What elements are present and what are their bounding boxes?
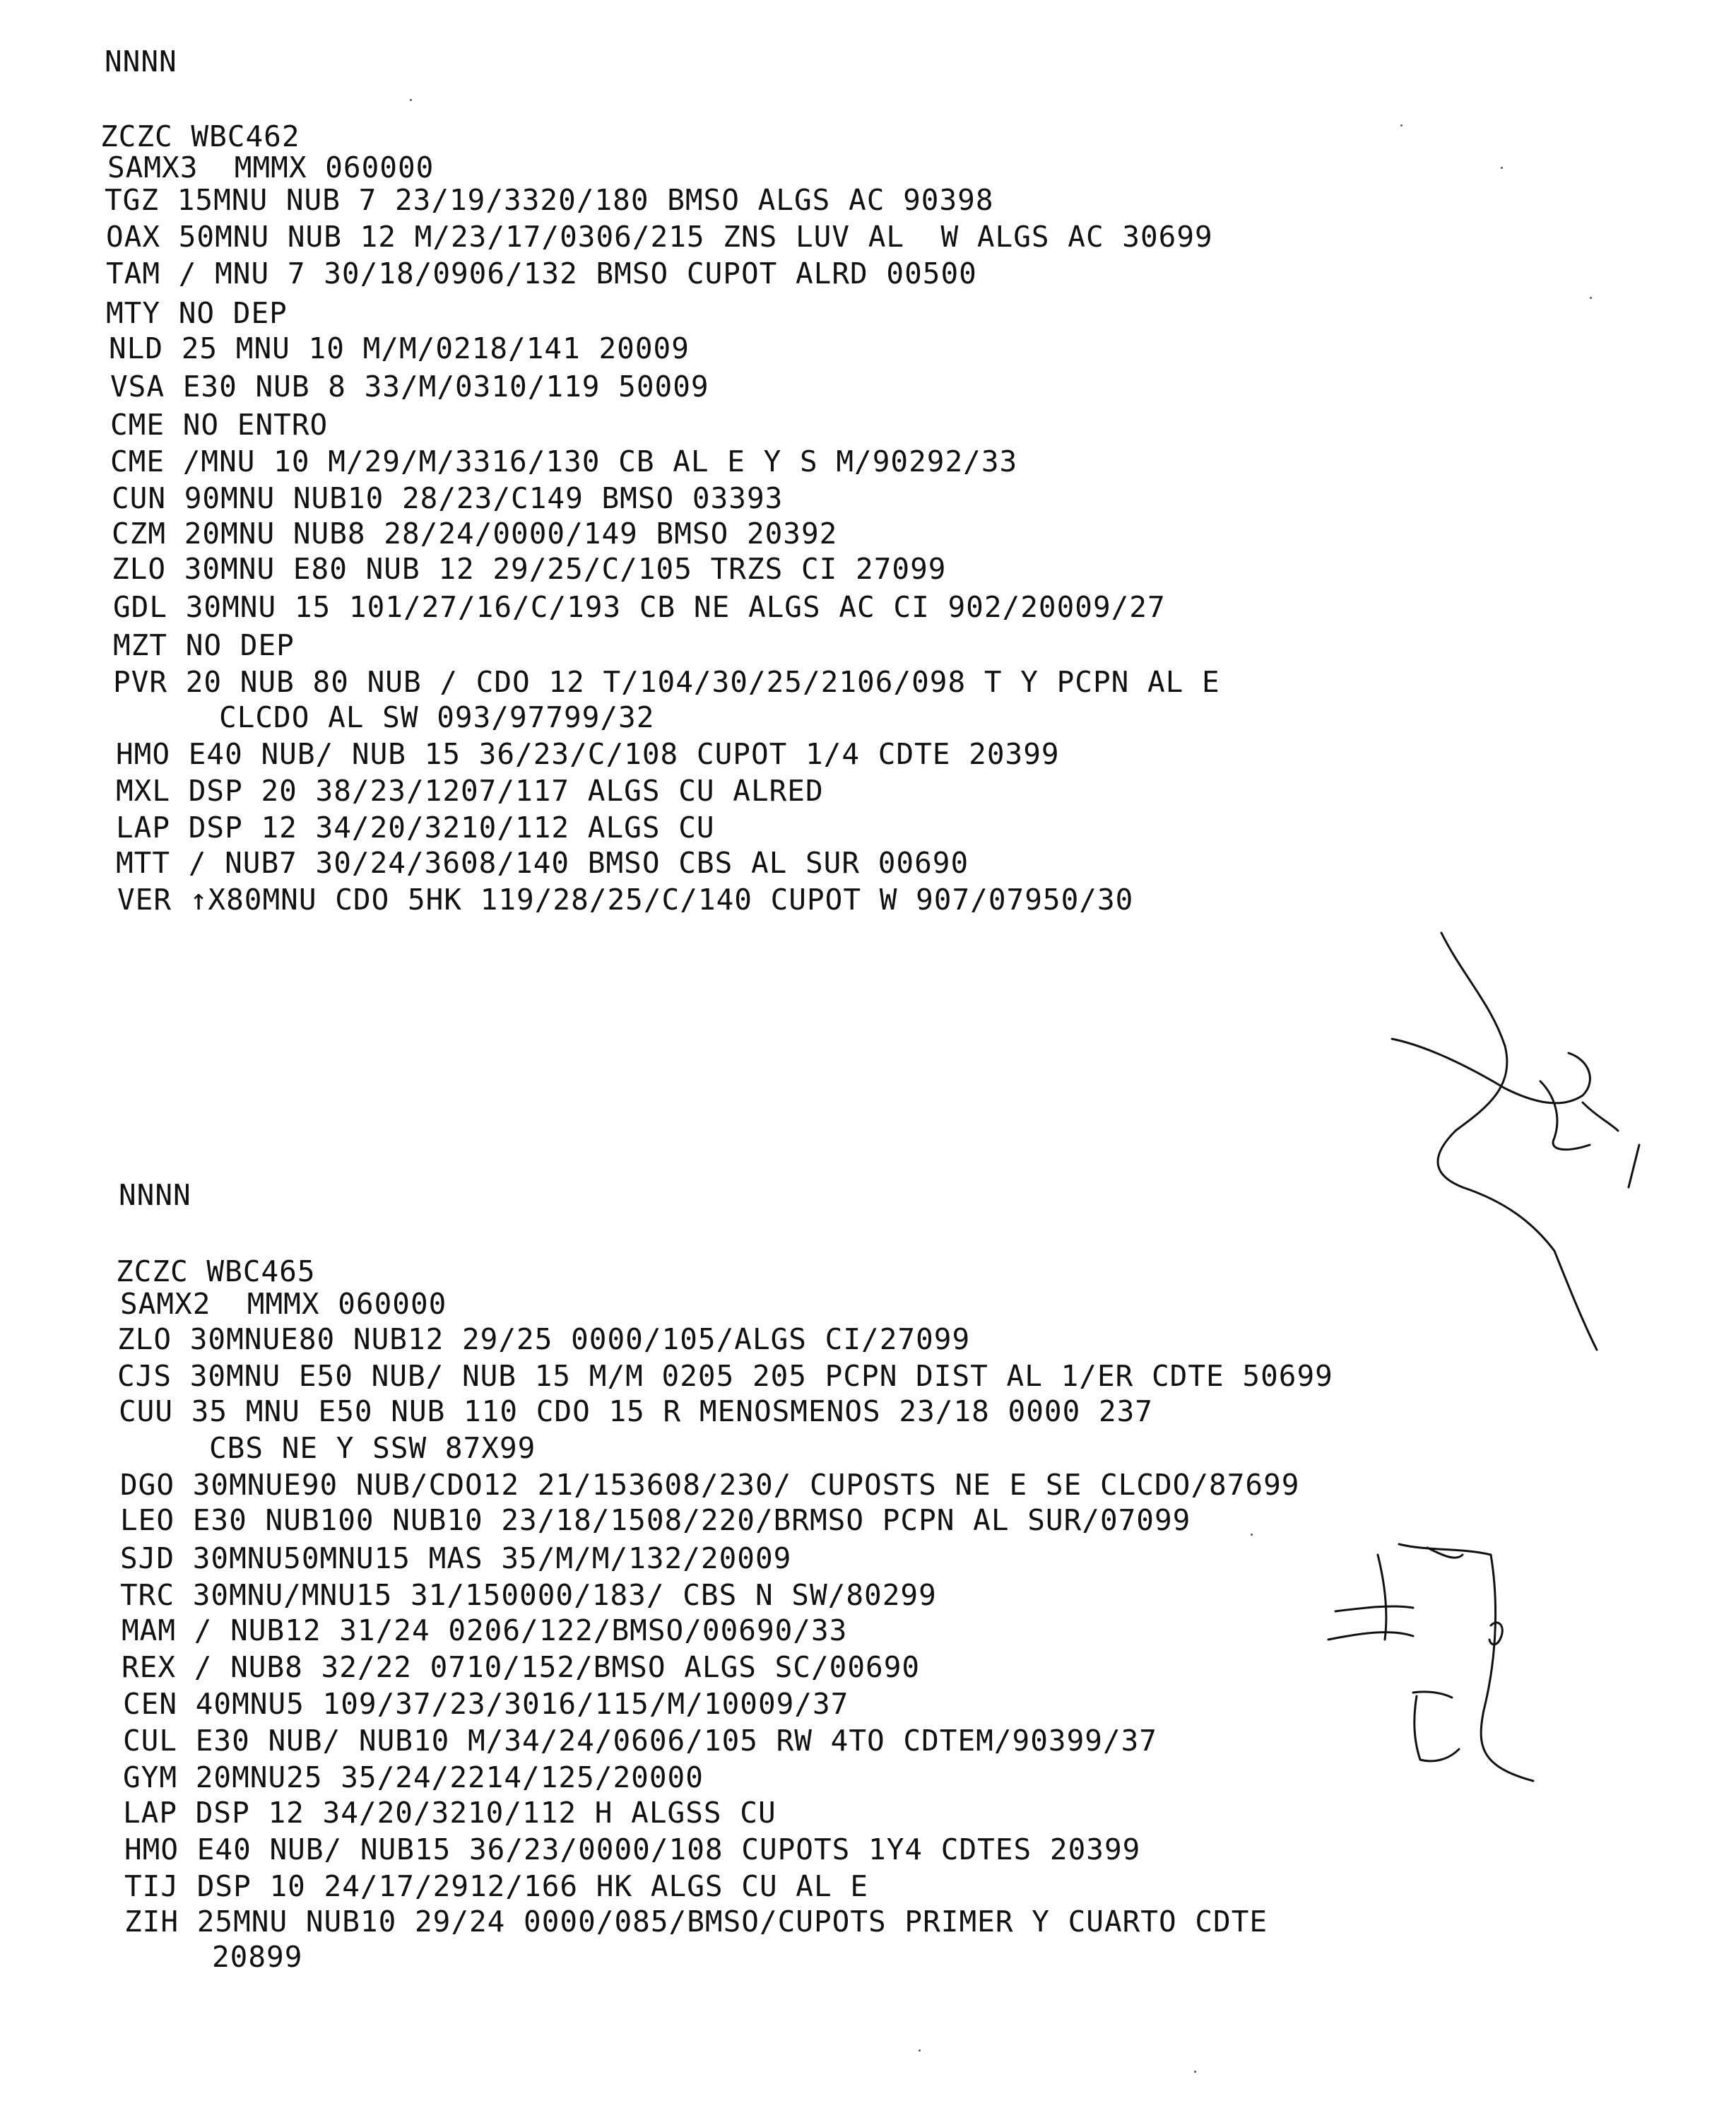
bulletin-1-line: CZM 20MNU NUB8 28/24/0000/149 BMSO 20392	[112, 517, 838, 551]
bulletin-1-line: NLD 25 MNU 10 M/M/0218/141 20009	[109, 331, 690, 365]
bulletin-2-nnnn: NNNN	[119, 1178, 191, 1212]
bulletin-1-line: TAM / MNU 7 30/18/0906/132 BMSO CUPOT ALRD 00500	[106, 257, 977, 290]
bulletin-2-line: REX / NUB8 32/22 0710/152/BMSO ALGS SC/00690	[122, 1650, 921, 1684]
paper-speck	[1194, 2071, 1196, 2073]
paper-speck	[919, 2049, 921, 2052]
bulletin-2-line-continuation: 20899	[212, 1940, 303, 1974]
bulletin-2-line-continuation: CBS NE Y SSW 87X99	[209, 1431, 536, 1465]
bulletin-2-line: LAP DSP 12 34/20/3210/112 H ALGSS CU	[123, 1796, 777, 1830]
bulletin-2-zczc: ZCZC WBC465	[116, 1254, 316, 1288]
bulletin-1-line: MTY NO DEP	[106, 296, 288, 330]
bulletin-1-nnnn: NNNN	[105, 45, 177, 78]
paper-speck	[1501, 167, 1503, 169]
paper-speck	[410, 99, 412, 101]
bulletin-2-line: GYM 20MNU25 35/24/2214/125/20000	[123, 1760, 704, 1794]
paper-speck	[1251, 1534, 1253, 1536]
bulletin-2-sam: SAMX2 MMMX 060000	[120, 1287, 447, 1321]
paper-speck	[1400, 124, 1403, 127]
bulletin-1-line: GDL 30MNU 15 101/27/16/C/193 CB NE ALGS AC CI 902/20009/27	[113, 590, 1166, 624]
bulletin-2-line: LEO E30 NUB100 NUB10 23/18/1508/220/BRMSO PCPN AL SUR/07099	[120, 1503, 1191, 1537]
bulletin-1-line: MXL DSP 20 38/23/1207/117 ALGS CU ALRED	[116, 774, 824, 808]
bulletin-1-line: VSA E30 NUB 8 33/M/0310/119 50009	[110, 370, 709, 404]
bulletin-2-line: TIJ DSP 10 24/17/2912/166 HK ALGS CU AL E	[124, 1869, 869, 1903]
bulletin-1-line: ZLO 30MNU E80 NUB 12 29/25/C/105 TRZS CI 27099	[112, 552, 947, 586]
bulletin-1-line: HMO E40 NUB/ NUB 15 36/23/C/108 CUPOT 1/4 CDTE 20399	[116, 737, 1060, 771]
bulletin-1-line: VER ↑X80MNU CDO 5HK 119/28/25/C/140 CUPOT W 907/07950/30	[117, 883, 1134, 917]
bulletin-1-line: CME NO ENTRO	[110, 408, 329, 442]
bulletin-2-line: ZIH 25MNU NUB10 29/24 0000/085/BMSO/CUPOTS PRIMER Y CUARTO CDTE	[124, 1905, 1268, 1939]
bulletin-1-line: TGZ 15MNU NUB 7 23/19/3320/180 BMSO ALGS AC 90398	[105, 183, 994, 217]
bulletin-1-line: MTT / NUB7 30/24/3608/140 BMSO CBS AL SUR 00690	[116, 846, 969, 880]
bulletin-1-line: PVR 20 NUB 80 NUB / CDO 12 T/104/30/25/2106/098 T Y PCPN AL E	[113, 665, 1220, 699]
bulletin-1-line: CUN 90MNU NUB10 28/23/C149 BMSO 03393	[112, 481, 784, 515]
bulletin-1-line: CME /MNU 10 M/29/M/3316/130 CB AL E Y S M/90292/33	[110, 445, 1018, 478]
bulletin-2-line: HMO E40 NUB/ NUB15 36/23/0000/108 CUPOTS 1Y4 CDTES 20399	[124, 1833, 1141, 1866]
bulletin-1-line-continuation: CLCDO AL SW 093/97799/32	[219, 700, 655, 734]
paper-speck	[1590, 297, 1592, 299]
bulletin-2-line: TRC 30MNU/MNU15 31/150000/183/ CBS N SW/80299	[120, 1578, 937, 1612]
bulletin-2-line: ZLO 30MNUE80 NUB12 29/25 0000/105/ALGS CI/27099	[117, 1322, 971, 1356]
bulletin-2-line: DGO 30MNUE90 NUB/CDO12 21/153608/230/ CUPOSTS NE E SE CLCDO/87699	[120, 1468, 1300, 1502]
bulletin-1-line: LAP DSP 12 34/20/3210/112 ALGS CU	[116, 811, 715, 845]
bulletin-2-line: MAM / NUB12 31/24 0206/122/BMSO/00690/33	[122, 1613, 848, 1647]
bulletin-2-line: SJD 30MNU50MNU15 MAS 35/M/M/132/20009	[120, 1541, 792, 1575]
bulletin-1-line: OAX 50MNU NUB 12 M/23/17/0306/215 ZNS LUV AL W ALGS AC 30699	[106, 220, 1213, 254]
handwritten-signature-mark	[1385, 919, 1667, 1357]
bulletin-2-line: CJS 30MNU E50 NUB/ NUB 15 M/M 0205 205 PCPN DIST AL 1/ER CDTE 50699	[117, 1359, 1333, 1393]
handwritten-initial-mark	[1321, 1534, 1547, 1788]
bulletin-2-line: CUU 35 MNU E50 NUB 110 CDO 15 R MENOSMENOS 23/18 0000 237	[119, 1394, 1153, 1428]
bulletin-2-line: CEN 40MNU5 109/37/23/3016/115/M/10009/37	[123, 1687, 849, 1721]
bulletin-2-line: CUL E30 NUB/ NUB10 M/34/24/0606/105 RW 4TO CDTEM/90399/37	[123, 1724, 1157, 1758]
bulletin-1-sam: SAMX3 MMMX 060000	[107, 151, 435, 184]
bulletin-1-zczc: ZCZC WBC462	[100, 119, 300, 153]
bulletin-1-line: MZT NO DEP	[113, 628, 295, 662]
